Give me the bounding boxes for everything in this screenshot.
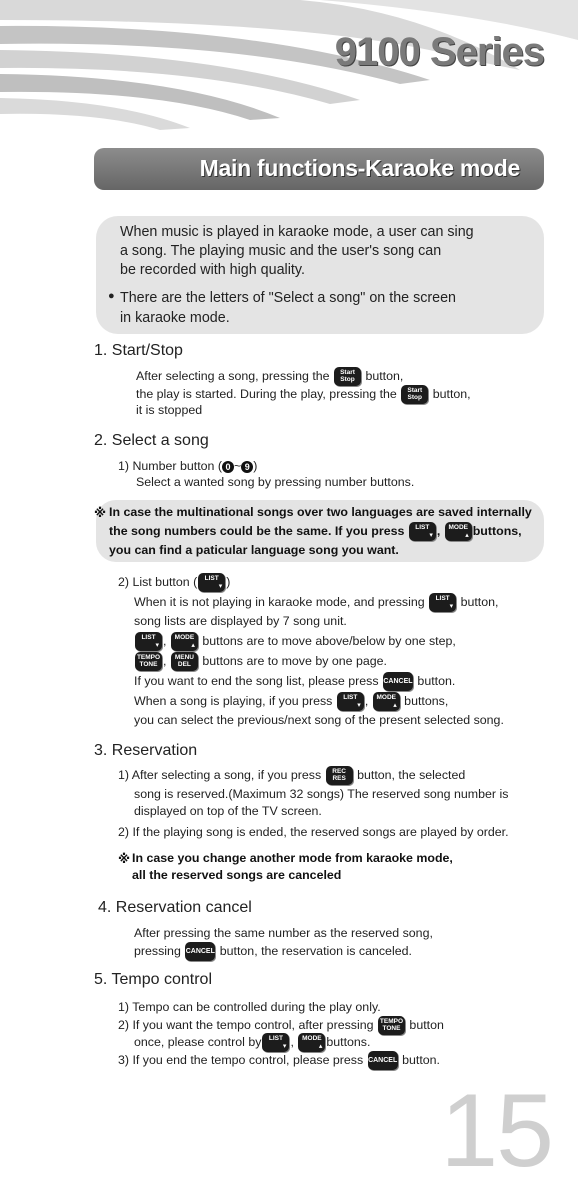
- list-button-icon: LIST ▾: [262, 1033, 289, 1052]
- text-line: you can select the previous/next song of the present selected song.: [134, 713, 504, 727]
- mode-button-icon: MODE ▴: [171, 632, 198, 651]
- number-nine-icon: 9: [241, 461, 253, 473]
- text-line: pressing CANCEL button, the reservation is canceled.: [134, 942, 412, 961]
- text-line: 3) If you end the tempo control, please press CANCEL button.: [118, 1051, 440, 1070]
- list-button-icon: LIST ▾: [198, 573, 225, 592]
- heading-start-stop: 1. Start/Stop: [94, 342, 183, 359]
- mode-button-icon: MODE ▴: [373, 692, 400, 711]
- text-line: When a song is playing, if you press LIST ▾ , MODE ▴ buttons,: [134, 693, 449, 709]
- intro-line: in karaoke mode.: [120, 310, 230, 326]
- intro-line: be recorded with high quality.: [120, 262, 305, 278]
- text-line: 2) If you want the tempo control, after pressing TEMPO TONE button: [118, 1016, 444, 1035]
- heading-reservation-cancel: 4. Reservation cancel: [98, 899, 252, 916]
- text-line: 1) Number button ( 0 ~ 9 ): [118, 459, 258, 473]
- banner-title: Main functions-Karaoke mode: [199, 155, 520, 181]
- note-line: you can find a paticular language song you want.: [109, 543, 399, 557]
- note-mark-icon: ※: [118, 852, 131, 866]
- section-banner: [94, 148, 544, 190]
- rec-res-button-icon: REC RES: [326, 766, 353, 785]
- text-line: After pressing the same number as the reserved song,: [134, 926, 433, 940]
- cancel-button-icon: CANCEL: [185, 942, 215, 961]
- note-line: In case the multinational songs over two languages are saved internally: [109, 505, 532, 519]
- text-line: 2) If the playing song is ended, the reserved songs are played by order.: [118, 825, 509, 839]
- mode-button-icon: MODE ▴: [298, 1033, 325, 1052]
- start-stop-button-icon: Start Stop: [334, 367, 361, 386]
- heading-reservation: 3. Reservation: [94, 742, 198, 759]
- list-button-icon: LIST ▾: [409, 522, 436, 541]
- text-line: TEMPO TONE , MENU DEL buttons are to move by one page.: [134, 652, 387, 671]
- tempo-tone-button-icon: TEMPO TONE: [378, 1016, 405, 1035]
- text-line: If you want to end the song list, please press CANCEL button.: [134, 672, 455, 691]
- number-zero-icon: 0: [222, 461, 234, 473]
- text-line: 1) Tempo can be controlled during the play only.: [118, 1000, 381, 1014]
- text-line: displayed on top of the TV screen.: [134, 804, 322, 818]
- text-line: the play is started. During the play, pressing the Start Stop button,: [136, 385, 471, 404]
- text-line: 1) After selecting a song, if you press REC RES button, the selected: [118, 766, 465, 785]
- text-line: LIST ▾ , MODE ▴ buttons are to move above/below by one step,: [134, 632, 456, 651]
- tempo-tone-button-icon: TEMPO TONE: [135, 652, 162, 671]
- text-line: song lists are displayed by 7 song unit.: [134, 614, 347, 628]
- text-line: song is reserved.(Maximum 32 songs) The reserved song number is: [134, 787, 509, 801]
- page-number: 15: [440, 1073, 552, 1189]
- start-stop-button-icon: Start Stop: [401, 385, 428, 404]
- heading-tempo-control: 5. Tempo control: [94, 971, 212, 988]
- text-line: it is stopped: [136, 403, 203, 417]
- intro-line: a song. The playing music and the user's song can: [120, 243, 442, 259]
- list-button-icon: LIST ▾: [337, 692, 364, 711]
- intro-line: When music is played in karaoke mode, a user can sing: [120, 224, 474, 240]
- text-line: When it is not playing in karaoke mode, and pressing LIST ▾ button,: [134, 594, 499, 610]
- bullet-icon: ●: [108, 290, 115, 302]
- note-mark-icon: ※: [94, 506, 107, 520]
- note-line: all the reserved songs are canceled: [132, 868, 342, 882]
- text-line: After selecting a song, pressing the Start Stop button,: [136, 367, 403, 386]
- text-line: 2) List button ( LIST ▾ ): [118, 574, 231, 590]
- cancel-button-icon: CANCEL: [383, 672, 413, 691]
- note-line: the song numbers could be the same. If you press LIST ▾ , MODE ▴ buttons,: [109, 523, 522, 539]
- list-button-icon: LIST ▾: [135, 632, 162, 651]
- text-line: once, please control by LIST ▾ , MODE ▴ buttons.: [134, 1034, 371, 1050]
- mode-button-icon: MODE ▴: [445, 522, 472, 541]
- heading-select-song: 2. Select a song: [94, 432, 209, 449]
- intro-box: [96, 216, 544, 334]
- note-line: In case you change another mode from karaoke mode,: [132, 851, 453, 865]
- list-button-icon: LIST ▾: [429, 593, 456, 612]
- intro-line: There are the letters of "Select a song" on the screen: [120, 290, 456, 306]
- cancel-button-icon: CANCEL: [368, 1051, 398, 1070]
- series-title: 9100 Series: [334, 30, 544, 74]
- menu-del-button-icon: MENU DEL: [171, 652, 198, 671]
- text-line: Select a wanted song by pressing number buttons.: [136, 475, 415, 489]
